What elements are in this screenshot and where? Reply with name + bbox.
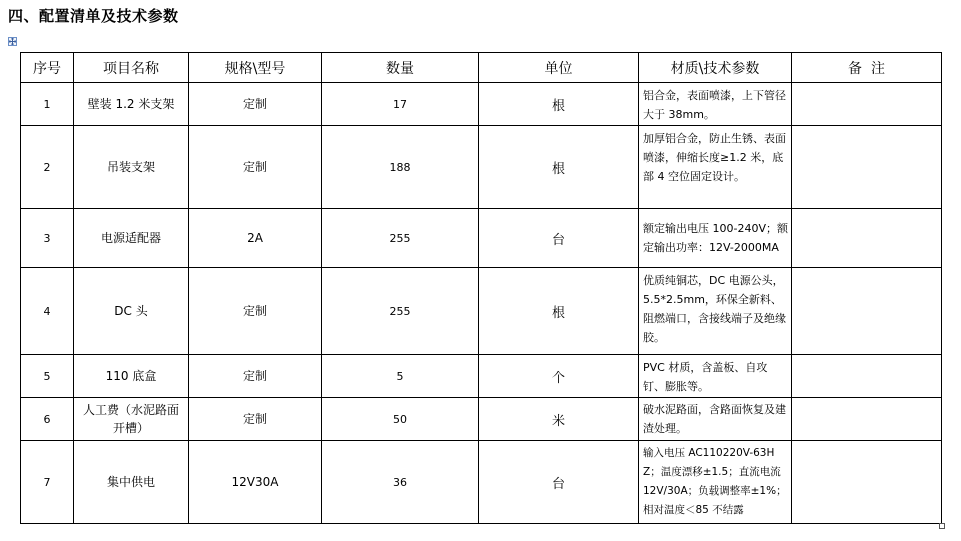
cell-index: 7	[21, 441, 74, 524]
cell-unit: 台	[479, 441, 639, 524]
cell-remarks	[792, 268, 942, 355]
cell-spec-model: 定制	[189, 126, 322, 209]
table-row	[21, 209, 942, 268]
cell-material-params: 输入电压 AC110220V-63HZ；温度漂移±1.5；直流电流 12V/30A；负载调整率±1%；相对温度＜85 不结露	[639, 441, 792, 524]
table-row	[21, 398, 942, 441]
cell-index: 3	[21, 209, 74, 268]
cell-unit: 根	[479, 268, 639, 355]
cell-quantity: 255	[322, 268, 479, 355]
cell-index: 2	[21, 126, 74, 209]
cell-index: 5	[21, 355, 74, 398]
cell-material-params: 额定输出电压 100-240V；额定输出功率：12V-2000MA	[639, 209, 792, 268]
cell-index: 6	[21, 398, 74, 441]
cell-quantity: 5	[322, 355, 479, 398]
cell-quantity: 50	[322, 398, 479, 441]
cell-item-name: 吊装支架	[74, 126, 189, 209]
cell-material-params: PVC 材质，含盖板、自攻钉、膨胀等。	[639, 355, 792, 398]
table-move-handle-icon[interactable]	[8, 37, 17, 46]
cell-item-name: 集中供电	[74, 441, 189, 524]
cell-material-params: 破水泥路面，含路面恢复及建渣处理。	[639, 398, 792, 441]
table-row	[21, 355, 942, 398]
cell-item-name: DC 头	[74, 268, 189, 355]
section-heading: 四、配置清单及技术参数	[8, 7, 179, 25]
cell-spec-model: 定制	[189, 83, 322, 126]
header-item-name: 项目名称	[74, 53, 189, 83]
cell-index: 4	[21, 268, 74, 355]
cell-quantity: 188	[322, 126, 479, 209]
cell-material-params: 加厚铝合金，防止生锈、表面喷漆，伸缩长度≥1.2 米，底部 4 空位固定设计。	[639, 126, 792, 209]
cell-item-name: 壁装 1.2 米支架	[74, 83, 189, 126]
table-row	[21, 268, 942, 355]
cell-remarks	[792, 441, 942, 524]
cell-quantity: 255	[322, 209, 479, 268]
cell-unit: 根	[479, 83, 639, 126]
cell-material-params: 优质纯铜芯，DC 电源公头，5.5*2.5mm，环保全新料、阻燃端口，含接线端子及绝缘胶。	[639, 268, 792, 355]
header-unit: 单位	[479, 53, 639, 83]
cell-item-name: 110 底盒	[74, 355, 189, 398]
cell-spec-model: 2A	[189, 209, 322, 268]
cell-unit: 根	[479, 126, 639, 209]
cell-unit: 个	[479, 355, 639, 398]
table-row	[21, 126, 942, 209]
table-header-row	[21, 53, 942, 83]
cell-unit: 米	[479, 398, 639, 441]
cell-spec-model: 12V30A	[189, 441, 322, 524]
cell-material-params: 铝合金，表面喷漆，上下管径大于 38mm。	[639, 83, 792, 126]
cell-spec-model: 定制	[189, 355, 322, 398]
cell-item-name: 人工费（水泥路面开槽）	[74, 398, 189, 441]
header-quantity: 数量	[322, 53, 479, 83]
cell-unit: 台	[479, 209, 639, 268]
cell-remarks	[792, 355, 942, 398]
cell-spec-model: 定制	[189, 398, 322, 441]
cell-remarks	[792, 398, 942, 441]
cell-index: 1	[21, 83, 74, 126]
header-material-params: 材质\技术参数	[639, 53, 792, 83]
header-index: 序号	[21, 53, 74, 83]
cell-remarks	[792, 209, 942, 268]
cell-spec-model: 定制	[189, 268, 322, 355]
table-row	[21, 83, 942, 126]
config-table	[20, 52, 942, 524]
cell-remarks	[792, 83, 942, 126]
table-row	[21, 441, 942, 524]
header-remarks: 备 注	[792, 53, 942, 83]
cell-quantity: 17	[322, 83, 479, 126]
cell-remarks	[792, 126, 942, 209]
cell-item-name: 电源适配器	[74, 209, 189, 268]
cell-quantity: 36	[322, 441, 479, 524]
header-spec-model: 规格\型号	[189, 53, 322, 83]
table-resize-handle[interactable]	[939, 523, 945, 529]
